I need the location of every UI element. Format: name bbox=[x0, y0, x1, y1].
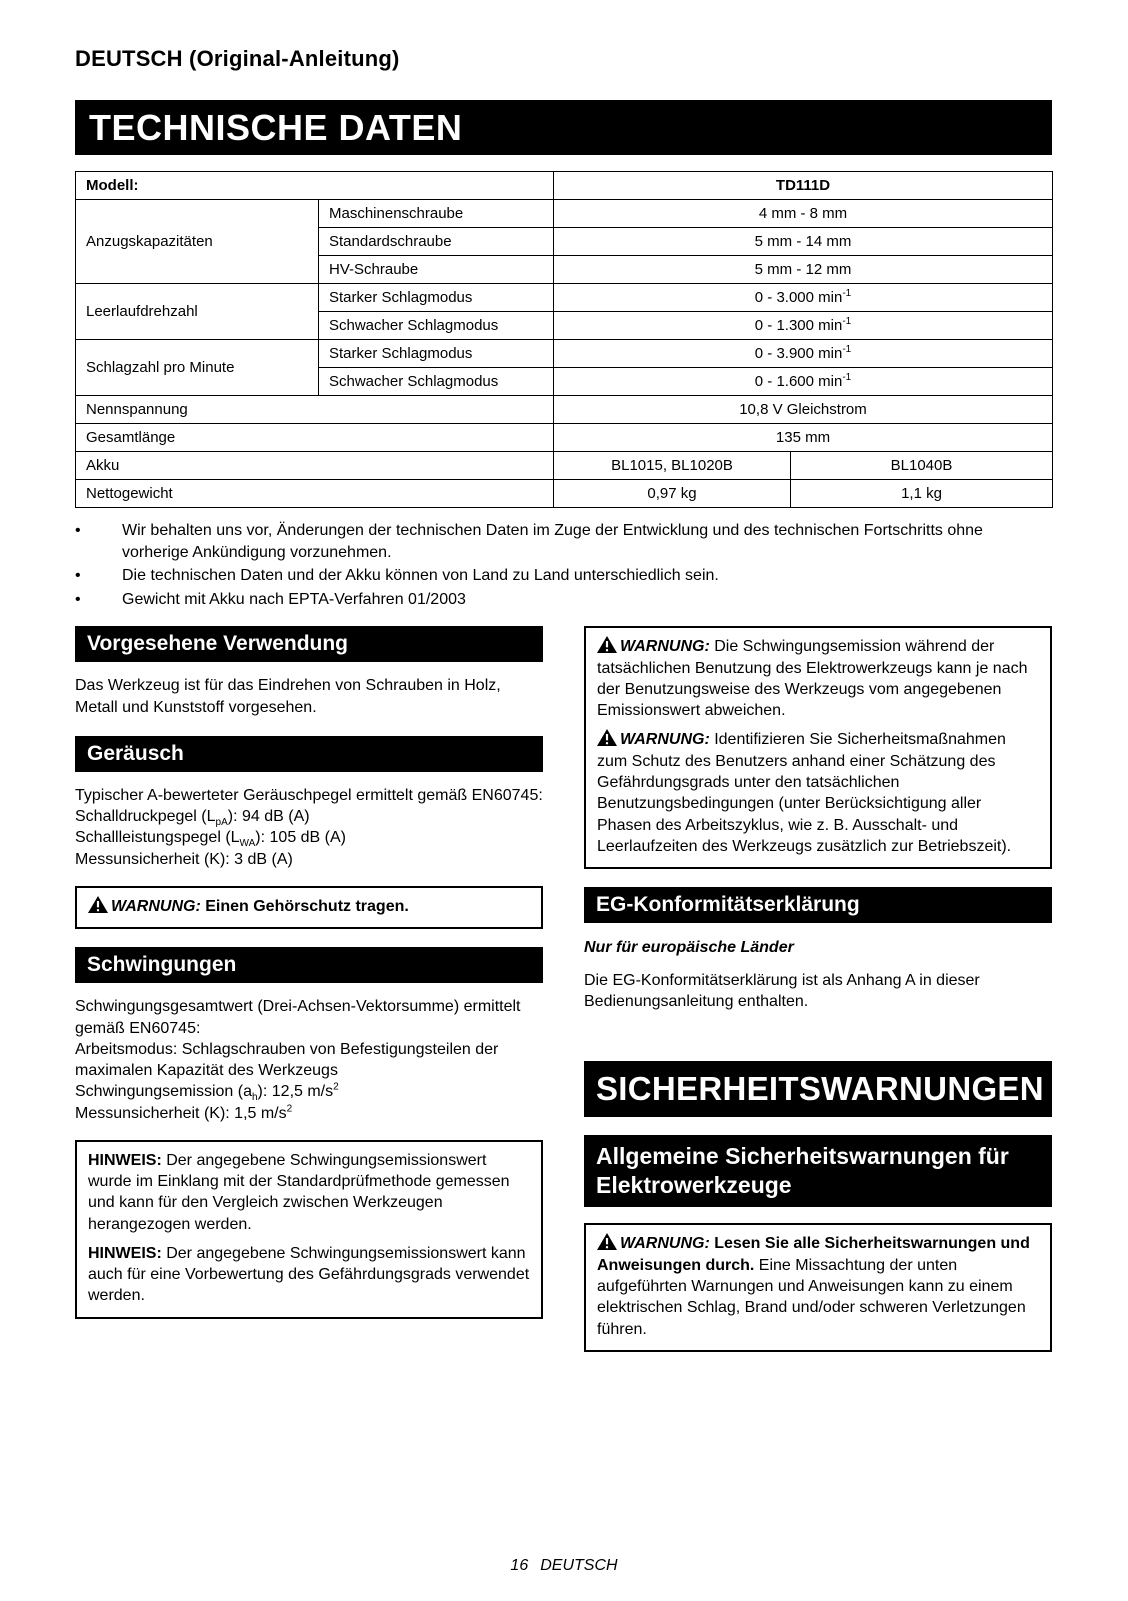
warning-paragraph bbox=[597, 729, 1039, 857]
warning-box-vibration bbox=[584, 626, 1052, 869]
vibration-uncertainty: Messunsicherheit (K): 1,5 $m/s^2$ bbox=[75, 1103, 293, 1122]
cell-netto-label: Nettogewicht bbox=[76, 480, 554, 508]
section-banner-verwendung: Vorgesehene Verwendung bbox=[75, 626, 543, 662]
warning-label: WARNUNG: bbox=[111, 897, 201, 915]
vibration-total: Schwingungsgesamtwert (Drei-Achsen-Vektorsumme) ermittelt gemäß EN60745: bbox=[75, 998, 521, 1037]
warning-paragraph bbox=[597, 636, 1039, 721]
warning-label: WARNUNG: bbox=[620, 638, 710, 656]
noise-intro: Typischer A-bewerteter Geräuschpegel ermittelt gemäß EN60745: bbox=[75, 786, 543, 804]
table-row bbox=[76, 452, 1053, 480]
note-text: Der angegebene Schwingungsemissionswert kann auch für eine Vorbewertung des Gefährdungsgrads verwendet werden. bbox=[88, 1244, 530, 1305]
bullet-icon: • bbox=[75, 522, 81, 539]
warning-icon bbox=[597, 636, 617, 653]
note-box-vibration bbox=[75, 1140, 543, 1319]
cell-model-value: TD111D bbox=[554, 172, 1053, 200]
table-row bbox=[76, 172, 1053, 200]
warning-paragraph bbox=[597, 1233, 1039, 1339]
cell-value: 0 - 1.300 $\min^{-1}$ bbox=[554, 312, 1053, 340]
noise-sound-pressure: Schalldruckpegel $(L_{pA})$: 94 dB (A) bbox=[75, 808, 310, 829]
verwendung-body: Das Werkzeug ist für das Eindrehen von Schrauben in Holz, Metall und Kunststoff vorgesehen. bbox=[75, 677, 501, 716]
cell-value: 10,8 V Gleichstrom bbox=[554, 396, 1053, 424]
table-row bbox=[76, 340, 1053, 368]
cell-value: 4 mm - 8 mm bbox=[554, 200, 1053, 228]
list-item bbox=[75, 565, 1052, 587]
spec-table bbox=[75, 171, 1053, 508]
cell-value: 135 mm bbox=[554, 424, 1053, 452]
cell-sub-label: HV-Schraube bbox=[319, 256, 554, 284]
cell-nennspannung-label: Nennspannung bbox=[76, 396, 554, 424]
warning-icon bbox=[597, 729, 617, 746]
list-item bbox=[75, 589, 1052, 611]
eg-body: Die EG-Konformitätserklärung ist als Anhang A in dieser Bedienungsanleitung enthalten. bbox=[584, 972, 980, 1011]
cell-value: 5 mm - 14 mm bbox=[554, 228, 1053, 256]
warning-icon bbox=[597, 1233, 617, 1250]
warning-text: Die Schwingungsemission während der tatsächlichen Benutzung des Elektrowerkzeugs kann je nach der Benutzungsweise des Werkzeugs vom angegebenen Emissionswert abweichen. bbox=[597, 638, 1028, 720]
page-title: DEUTSCH (Original-Anleitung) bbox=[75, 46, 400, 71]
section-banner-geraeusch: Geräusch bbox=[75, 736, 543, 772]
cell-akku-label: Akku bbox=[76, 452, 554, 480]
cell-akku-value-2: BL1040B bbox=[791, 452, 1053, 480]
footer-language: DEUTSCH bbox=[540, 1557, 618, 1574]
warning-label: WARNUNG: bbox=[620, 1235, 710, 1253]
cell-anzug-label: Anzugskapazitäten bbox=[76, 200, 319, 284]
cell-value: 0 - 3.900 $\min^{-1}$ bbox=[554, 340, 1053, 368]
warning-box-hearing bbox=[75, 886, 543, 929]
bullet-icon: • bbox=[75, 567, 81, 585]
table-row bbox=[76, 284, 1053, 312]
cell-sub-label: Standardschraube bbox=[319, 228, 554, 256]
cell-leerlauf-label: Leerlaufdrehzahl bbox=[76, 284, 319, 340]
cell-model-label: Modell: bbox=[76, 172, 554, 200]
section-banner-schwingungen: Schwingungen bbox=[75, 947, 543, 983]
eg-subtitle: Nur für europäische Länder bbox=[584, 939, 794, 957]
warning-text: Eine Missachtung der unten aufgeführten Warnungen und Anweisungen kann zu einem elektrischen Schlag, Brand und/oder schweren Verletzungen führen. bbox=[597, 1256, 1026, 1338]
note-paragraph bbox=[88, 1150, 530, 1235]
bullet-icon: • bbox=[75, 590, 81, 608]
section-banner-sicherheitswarnungen: SICHERHEITSWARNUNGEN bbox=[584, 1061, 1052, 1117]
note-label: HINWEIS: bbox=[88, 1151, 162, 1169]
warning-box-read-all bbox=[584, 1223, 1052, 1351]
note-label: HINWEIS: bbox=[88, 1244, 162, 1262]
cell-sub-label: Maschinenschraube bbox=[319, 200, 554, 228]
table-row bbox=[76, 424, 1053, 452]
vibration-mode: Arbeitsmodus: Schlagschrauben von Befestigungsteilen der maximalen Kapazität des Werkzeugs bbox=[75, 1040, 499, 1080]
cell-akku-value-1: BL1015, BL1020B bbox=[554, 452, 791, 480]
note-paragraph bbox=[88, 1243, 530, 1307]
footer-page-number: 16 bbox=[510, 1557, 529, 1574]
note-text: Wir behalten uns vor, Änderungen der technischen Daten im Zuge der Entwicklung und des technischen Fortschritts ohne vorherige Ankündigung vorzunehmen. bbox=[122, 522, 983, 561]
vibration-emission: Schwingungsemission $(a_h)$: 12,5 $m/s^2$ bbox=[75, 1081, 339, 1104]
warning-label: WARNUNG: bbox=[620, 731, 710, 749]
table-row bbox=[76, 200, 1053, 228]
note-text: Gewicht mit Akku nach EPTA-Verfahren 01/2003 bbox=[122, 590, 466, 608]
cell-sub-label: Schwacher Schlagmodus bbox=[319, 368, 554, 396]
cell-sub-label: Starker Schlagmodus bbox=[319, 284, 554, 312]
cell-gesamtlaenge-label: Gesamtlänge bbox=[76, 424, 554, 452]
section-banner-allgemeine-warnungen: Allgemeine Sicherheitswarnungen für Elektrowerkzeuge bbox=[584, 1135, 1052, 1208]
section-banner-technische-daten: TECHNISCHE DATEN bbox=[75, 100, 1052, 155]
warning-text: Einen Gehörschutz tragen. bbox=[205, 897, 409, 915]
cell-netto-value-1: 0,97 kg bbox=[554, 480, 791, 508]
table-row bbox=[76, 480, 1053, 508]
warning-icon bbox=[88, 896, 108, 913]
page-footer bbox=[0, 1557, 1128, 1575]
cell-value: 5 mm - 12 mm bbox=[554, 256, 1053, 284]
list-item bbox=[75, 520, 1052, 563]
cell-sub-label: Schwacher Schlagmodus bbox=[319, 312, 554, 340]
noise-uncertainty: Messunsicherheit (K): 3 dB (A) bbox=[75, 850, 293, 868]
cell-schlagzahl-label: Schlagzahl pro Minute bbox=[76, 340, 319, 396]
left-column bbox=[75, 626, 543, 1318]
geraeusch-body bbox=[75, 785, 543, 870]
note-text: Der angegebene Schwingungsemissionswert wurde im Einklang mit der Standardprüfmethode gemessen und kann für den Vergleich zwischen Werkzeugen herangezogen werden. bbox=[88, 1151, 510, 1233]
table-row bbox=[76, 396, 1053, 424]
two-column-layout bbox=[75, 626, 1052, 1351]
cell-value: 0 - 3.000 $\min^{-1}$ bbox=[554, 284, 1053, 312]
note-text: Die technischen Daten und der Akku können von Land zu Land unterschiedlich sein. bbox=[122, 567, 719, 585]
cell-value: 0 - 1.600 $\min^{-1}$ bbox=[554, 368, 1053, 396]
warning-bold-text: Lesen Sie alle Sicherheitswarnungen und Anweisungen durch. bbox=[597, 1235, 1030, 1274]
noise-sound-power: Schallleistungspegel $(L_{WA})$: 105 dB (A) bbox=[75, 829, 346, 850]
schwingungen-body bbox=[75, 996, 543, 1124]
section-banner-eg: EG-Konformitätserklärung bbox=[584, 887, 1052, 923]
tech-notes bbox=[75, 520, 1052, 610]
right-column bbox=[584, 626, 1052, 1351]
warning-text: Identifizieren Sie Sicherheitsmaßnahmen zum Schutz des Benutzers anhand einer Schätzung des Gefährdungsgrads unter den tatsächlichen Benutzungsbedingungen (unter Berücksichtigung aller Phasen des Arbeitszyklus, wie z. B. Ausschalt- und Leerlaufzeiten des Werkzeugs zusätzlich zur Betriebszeit). bbox=[597, 731, 1012, 855]
cell-sub-label: Starker Schlagmodus bbox=[319, 340, 554, 368]
warning-paragraph bbox=[88, 896, 530, 917]
cell-netto-value-2: 1,1 kg bbox=[791, 480, 1053, 508]
